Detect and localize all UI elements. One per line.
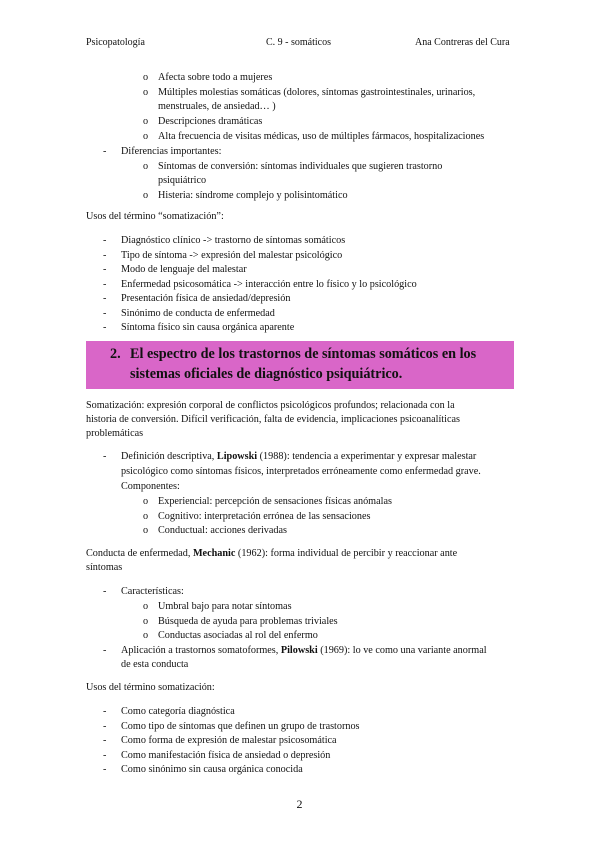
bullet-dash: - [103, 750, 107, 761]
list-item-prefix: Aplicación a trastornos somatoformes, [121, 645, 281, 656]
list-item-continuation: de esta conducta [121, 659, 189, 670]
bullet-circle: o [143, 525, 149, 536]
bullet-dash: - [103, 735, 107, 746]
bullet-circle: o [143, 72, 149, 83]
bullet-dash: - [103, 451, 107, 462]
bullet-circle: o [143, 131, 149, 142]
bullet-dash: - [103, 645, 107, 656]
list-item: Características: [121, 586, 184, 597]
list-item: Enfermedad psicosomática -> interacción entre lo físico y lo psicológico [121, 279, 417, 290]
list-item: Cognitivo: interpretación errónea de las sensaciones [158, 511, 371, 522]
paragraph-prefix: Conducta de enfermedad, [86, 548, 193, 559]
list-item: Experiencial: percepción de sensaciones físicas anómalas [158, 496, 392, 507]
definition-line [121, 450, 476, 465]
list-item: Como manifestación física de ansiedad o depresión [121, 750, 331, 761]
bullet-dash: - [103, 322, 107, 333]
list-item: Como forma de expresión de malestar psicosomática [121, 735, 337, 746]
list-item: Búsqueda de ayuda para problemas triviales [158, 616, 338, 627]
paragraph-line: Somatización: expresión corporal de conflictos psicológicos profundos; relacionada con la [86, 400, 455, 411]
list-item: Tipo de síntoma -> expresión del malestar psicológico [121, 250, 343, 261]
list-item: Umbral bajo para notar síntomas [158, 601, 292, 612]
bullet-circle: o [143, 616, 149, 627]
paragraph-suffix: (1962): forma individual de percibir y reaccionar ante [235, 548, 458, 559]
bullet-dash: - [103, 586, 107, 597]
bullet-dash: - [103, 250, 107, 261]
bullet-dash: - [103, 264, 107, 275]
bullet-circle: o [143, 190, 149, 201]
author-name: Mechanic [192, 548, 236, 559]
list-item: Síntomas de conversión: síntomas individuales que sugieren trastorno [158, 161, 443, 172]
paragraph-line [86, 547, 514, 562]
section-heading [86, 341, 514, 389]
usos-title: Usos del término “somatización”: [86, 211, 224, 222]
list-item: Presentación física de ansiedad/depresión [121, 293, 291, 304]
bullet-dash: - [103, 279, 107, 290]
paragraph-line: síntomas [86, 562, 123, 573]
section-title-line1: El espectro de los trastornos de síntomas somáticos en los [130, 346, 477, 362]
list-item: Como tipo de síntomas que definen un grupo de trastornos [121, 721, 360, 732]
bullet-circle: o [143, 496, 149, 507]
definition-line: Componentes: [121, 481, 180, 492]
bullet-dash: - [103, 764, 107, 775]
definition-prefix: Definición descriptiva, [121, 451, 217, 462]
header-left: Psicopatología [86, 37, 145, 48]
usos-title: Usos del término somatización: [86, 682, 215, 693]
page-number: 2 [296, 797, 303, 811]
bullet-circle: o [143, 511, 149, 522]
list-item: Alta frecuencia de visitas médicas, uso de múltiples fármacos, hospitalizaciones [158, 131, 485, 142]
list-item: Como categoría diagnóstica [121, 706, 235, 717]
bullet-circle: o [143, 630, 149, 641]
bullet-dash: - [103, 235, 107, 246]
section-number: 2. [110, 346, 121, 362]
list-item: Afecta sobre todo a mujeres [158, 72, 273, 83]
author-name: Pilowski [280, 645, 318, 656]
bullet-dash: - [103, 308, 107, 319]
paragraph-line: problemáticas [86, 428, 144, 439]
list-item: Conductual: acciones derivadas [158, 525, 287, 536]
bullet-circle: o [143, 161, 149, 172]
bullet-dash: - [103, 706, 107, 717]
bullet-circle: o [143, 116, 149, 127]
list-item: Sinónimo de conducta de enfermedad [121, 308, 275, 319]
section-title-line2: sistemas oficiales de diagnóstico psiquiátrico. [130, 366, 403, 382]
list-item: Diagnóstico clínico -> trastorno de síntomas somáticos [121, 235, 346, 246]
list-item [121, 644, 487, 659]
list-item-continuation: menstruales, de ansiedad… ) [158, 101, 276, 112]
list-item: Modo de lenguaje del malestar [121, 264, 247, 275]
definition-line: psicológico como síntomas físicos, interpretados erróneamente como enfermedad grave. [121, 466, 481, 477]
definition-suffix: (1988): tendencia a experimentar y expresar malestar [257, 451, 477, 462]
list-item-continuation: psiquiátrico [158, 175, 207, 186]
list-item: Múltiples molestias somáticas (dolores, síntomas gastrointestinales, urinarios, [158, 87, 476, 98]
list-item-suffix: (1969): lo ve como una variante anormal [317, 645, 487, 656]
list-item: Síntoma físico sin causa orgánica aparente [121, 322, 295, 333]
list-item: Como sinónimo sin causa orgánica conocida [121, 764, 303, 775]
author-name: Lipowski [216, 451, 258, 462]
list-item: Descripciones dramáticas [158, 116, 263, 127]
bullet-dash: - [103, 293, 107, 304]
bullet-dash: - [103, 721, 107, 732]
bullet-circle: o [143, 87, 149, 98]
bullet-circle: o [143, 601, 149, 612]
list-item: Conductas asociadas al rol del enfermo [158, 630, 318, 641]
list-item: Diferencias importantes: [121, 146, 222, 157]
bullet-dash: - [103, 146, 107, 157]
header-right: Ana Contreras del Cura [415, 37, 510, 48]
paragraph-line: historia de conversión. Difícil verificación, falta de evidencia, implicaciones psicoanalíticas [86, 414, 460, 425]
header-center: C. 9 - somáticos [266, 37, 331, 48]
list-item: Histeria: síndrome complejo y polisintomático [158, 190, 348, 201]
